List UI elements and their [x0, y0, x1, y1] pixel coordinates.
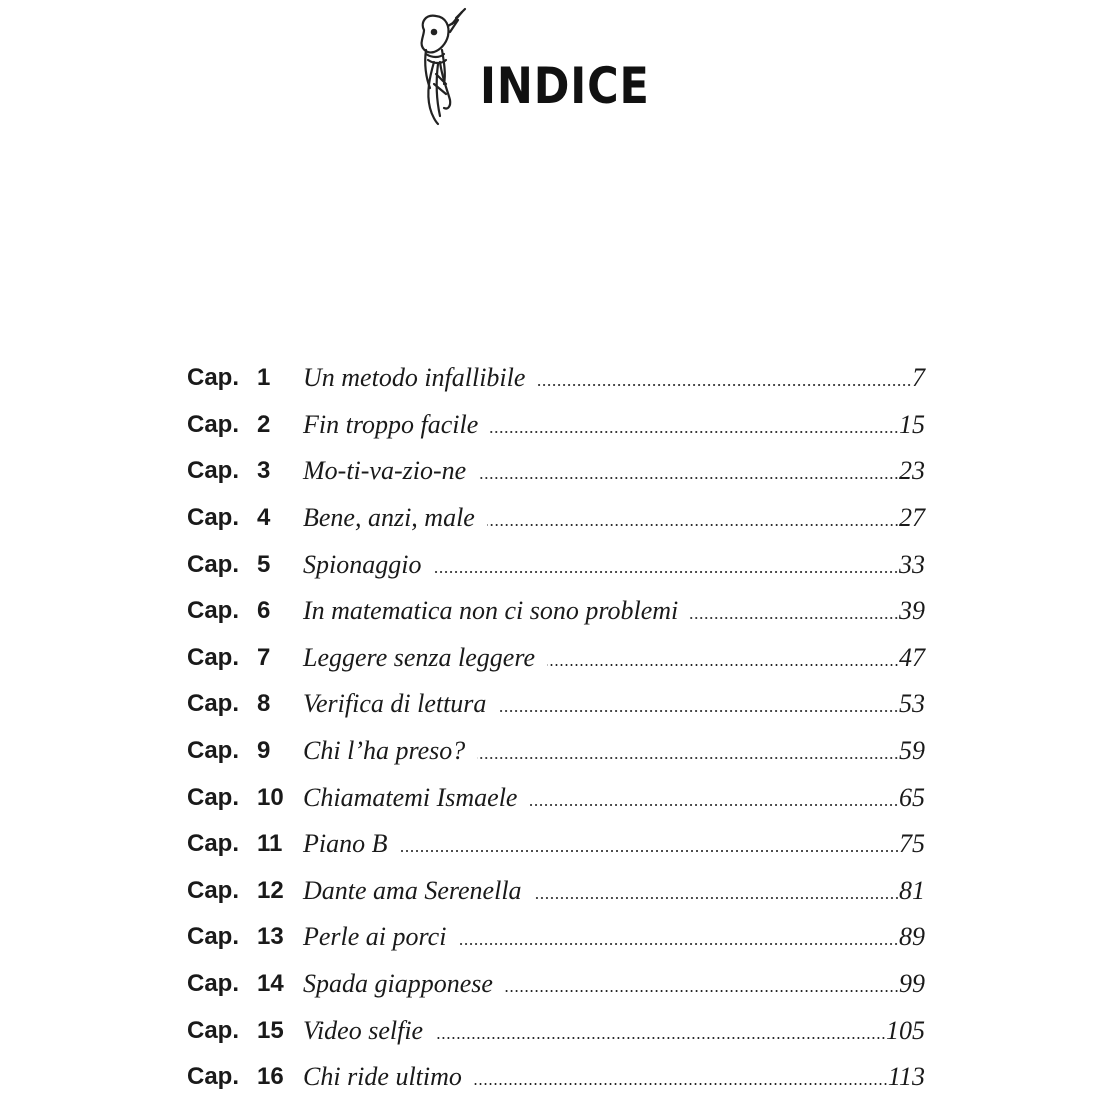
- chapter-label: [187, 597, 303, 625]
- chapter-label: [187, 644, 303, 672]
- chapter-label: [187, 411, 303, 439]
- chapter-prefix: Cap.: [187, 690, 240, 718]
- chapter-number: 1: [257, 364, 271, 392]
- chapter-label: [187, 923, 303, 951]
- chapter-title: Leggere senza leggere: [303, 642, 536, 672]
- chapter-prefix: Cap.: [187, 783, 240, 811]
- chapter-number: 5: [257, 550, 271, 578]
- toc-entry: [187, 495, 925, 542]
- chapter-number: 16: [257, 1063, 284, 1091]
- chapter-prefix: Cap.: [187, 364, 240, 392]
- chapter-prefix: Cap.: [187, 597, 240, 625]
- toc-entry: [187, 961, 925, 1008]
- bird-with-scarf-icon: [412, 4, 478, 128]
- chapter-label: [187, 551, 303, 579]
- toc-entry: [187, 914, 925, 961]
- chapter-entry: [303, 783, 925, 813]
- toc-entry: [187, 868, 925, 915]
- chapter-prefix: Cap.: [187, 504, 240, 532]
- chapter-number: 14: [257, 970, 284, 998]
- chapter-number: 11: [257, 830, 283, 858]
- chapter-prefix: Cap.: [187, 1063, 240, 1091]
- toc-entry: [187, 402, 925, 449]
- chapter-label: [187, 364, 303, 392]
- toc-entry: [187, 635, 925, 682]
- chapter-entry: [303, 922, 925, 952]
- index-header: [412, 4, 652, 128]
- dot-leader: [690, 617, 899, 619]
- chapter-title: Chiamatemi Ismaele: [303, 782, 518, 812]
- chapter-title: Video selfie: [303, 1015, 424, 1045]
- page-number: 99: [899, 969, 925, 999]
- toc-entry: [187, 448, 925, 495]
- chapter-label: [187, 504, 303, 532]
- chapter-prefix: Cap.: [187, 923, 240, 951]
- chapter-prefix: Cap.: [187, 970, 240, 998]
- page-number: 15: [899, 409, 925, 439]
- table-of-contents: [187, 355, 925, 1101]
- chapter-entry: [303, 363, 925, 393]
- chapter-prefix: Cap.: [187, 1016, 240, 1044]
- chapter-prefix: Cap.: [187, 550, 240, 578]
- chapter-number: 6: [257, 597, 271, 625]
- page-number: 47: [899, 642, 925, 672]
- page-number: 89: [899, 922, 925, 952]
- page-number: 59: [899, 736, 925, 766]
- dot-leader: [534, 897, 899, 899]
- toc-entry: [187, 541, 925, 588]
- page-number: 113: [887, 1062, 925, 1092]
- chapter-entry: [303, 410, 925, 440]
- chapter-entry: [303, 550, 925, 580]
- dot-leader: [400, 850, 900, 852]
- chapter-title: In matematica non ci sono problemi: [303, 596, 679, 626]
- chapter-entry: [303, 969, 925, 999]
- toc-entry: [187, 821, 925, 868]
- toc-entry: [187, 588, 925, 635]
- chapter-title: Spada giapponese: [303, 969, 493, 999]
- chapter-title: Chi ride ultimo: [303, 1062, 462, 1092]
- chapter-entry: [303, 1016, 925, 1046]
- chapter-entry: [303, 736, 925, 766]
- page-title: INDICE: [480, 57, 650, 115]
- chapter-label: [187, 830, 303, 858]
- chapter-number: 3: [257, 457, 271, 485]
- chapter-number: 4: [257, 504, 271, 532]
- toc-entry: [187, 1007, 925, 1054]
- dot-leader: [547, 664, 899, 666]
- chapter-title: Mo-ti-va-zio-ne: [303, 456, 467, 486]
- chapter-number: 12: [257, 876, 284, 904]
- chapter-entry: [303, 1062, 925, 1092]
- dot-leader: [498, 710, 899, 712]
- chapter-title: Chi l’ha preso?: [303, 736, 466, 766]
- dot-leader: [433, 571, 899, 573]
- chapter-prefix: Cap.: [187, 410, 240, 438]
- chapter-title: Verifica di lettura: [303, 689, 487, 719]
- chapter-entry: [303, 456, 925, 486]
- chapter-title: Perle ai porci: [303, 922, 447, 952]
- page-number: 7: [912, 363, 925, 393]
- page-number: 39: [899, 596, 925, 626]
- chapter-entry: [303, 876, 925, 906]
- page-number: 53: [899, 689, 925, 719]
- chapter-label: [187, 457, 303, 485]
- toc-entry: [187, 681, 925, 728]
- chapter-label: [187, 737, 303, 765]
- chapter-entry: [303, 503, 925, 533]
- dot-leader: [477, 757, 899, 759]
- chapter-number: 10: [257, 783, 284, 811]
- dot-leader: [537, 384, 912, 386]
- chapter-label: [187, 690, 303, 718]
- chapter-prefix: Cap.: [187, 457, 240, 485]
- chapter-label: [187, 877, 303, 905]
- chapter-prefix: Cap.: [187, 737, 240, 765]
- chapter-label: [187, 1017, 303, 1045]
- chapter-label: [187, 970, 303, 998]
- chapter-entry: [303, 643, 925, 673]
- dot-leader: [487, 524, 899, 526]
- dot-leader: [529, 804, 899, 806]
- page-number: 27: [899, 503, 925, 533]
- toc-entry: [187, 1054, 925, 1101]
- dot-leader: [435, 1037, 886, 1039]
- chapter-number: 13: [257, 923, 284, 951]
- dot-leader: [490, 431, 899, 433]
- chapter-number: 15: [257, 1016, 284, 1044]
- chapter-number: 9: [257, 737, 271, 765]
- page-number: 75: [899, 829, 925, 859]
- chapter-number: 8: [257, 690, 271, 718]
- dot-leader: [505, 990, 899, 992]
- chapter-title: Dante ama Serenella: [303, 875, 522, 905]
- toc-entry: [187, 728, 925, 775]
- chapter-prefix: Cap.: [187, 876, 240, 904]
- toc-entry: [187, 355, 925, 402]
- chapter-prefix: Cap.: [187, 643, 240, 671]
- chapter-title: Spionaggio: [303, 549, 422, 579]
- toc-entry: [187, 774, 925, 821]
- chapter-title: Fin troppo facile: [303, 409, 479, 439]
- page-number: 33: [899, 549, 925, 579]
- chapter-number: 2: [257, 410, 271, 438]
- chapter-entry: [303, 596, 925, 626]
- chapter-number: 7: [257, 643, 271, 671]
- chapter-prefix: Cap.: [187, 830, 240, 858]
- chapter-entry: [303, 689, 925, 719]
- dot-leader: [478, 477, 899, 479]
- dot-leader: [474, 1083, 888, 1085]
- chapter-title: Un metodo infallibile: [303, 363, 526, 393]
- page-number: 81: [899, 875, 925, 905]
- chapter-title: Piano B: [303, 829, 388, 859]
- page-number: 23: [899, 456, 925, 486]
- chapter-entry: [303, 829, 925, 859]
- page-number: 105: [886, 1015, 925, 1045]
- chapter-label: [187, 784, 303, 812]
- dot-leader: [458, 943, 899, 945]
- chapter-label: [187, 1063, 303, 1091]
- chapter-title: Bene, anzi, male: [303, 503, 475, 533]
- page-number: 65: [899, 782, 925, 812]
